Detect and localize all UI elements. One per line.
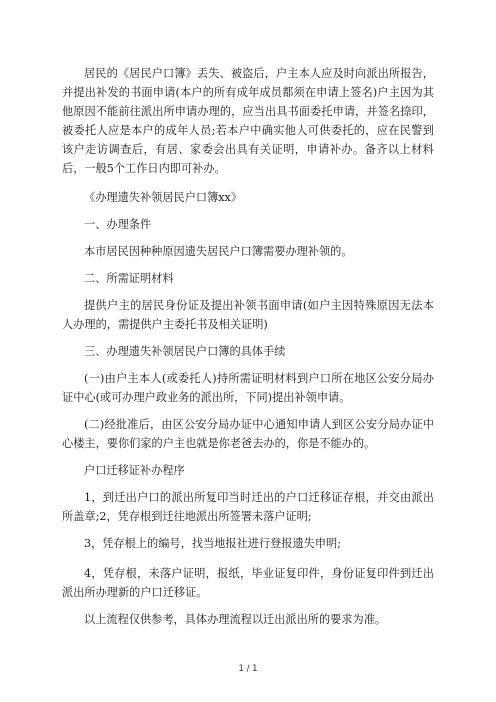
section-heading-procedure: 三、办理遗失补领居民户口簿的具体手续 <box>84 345 286 358</box>
migration-step-3: 3，凭存根上的编号，找当地报社进行登报遗失申明; <box>84 537 342 550</box>
section-heading-conditions: 一、办理条件 <box>84 218 152 231</box>
procedure-step-1: (一)由户主本人(或委托人)持所需证明材料到户口所在地区公安分局办证中心(或可办理户政业务的派出所，下同)提出补领申请。 <box>62 372 434 404</box>
intro-paragraph: 居民的《居民户口簿》丢失、被盗后，户主本人应及时向派出所报告，并提出补发的书面申请(本户的所有成年成员都须在申请上签名)户主因为其他原因不能前往派出所申请办理的，应当出具书面委托申请，并签名捺印，被委托人应是本户的成年人员;若本户中确实他人可供委托的，应在民警到该户走访调查后，有居、家委会出具有关证明，申请补办。备齐以上材料后，一般5个工作日内即可补办。 <box>62 67 434 175</box>
procedure-step-2: (二)经批准后，由区公安分局办证中心通知申请人到区公安分局办证中心楼主，要你们家的户主也就是你老爸去办的，你是不能办的。 <box>62 418 434 450</box>
section-heading-materials: 二、所需证明材料 <box>84 272 174 285</box>
migration-step-4: 4，凭存根，未落户证明，报纸，毕业证复印件，身份证复印件到迁出派出所办理新的户口迁移证。 <box>62 567 434 599</box>
document-title: 《办理遗失补领居民户口簿xx》 <box>84 191 243 204</box>
materials-text: 提供户主的居民身份证及提出补领书面申请(如户主因特殊原因无法本人办理的，需提供户主委托书及相关证明) <box>62 299 434 331</box>
conditions-text: 本市居民因种种原因遗失居民户口簿需要办理补领的。 <box>84 245 353 258</box>
migration-step-1-2: 1，到迁出户口的派出所复印当时迁出的户口迁移证存根，并交由派出所盖章;2，凭存根到迁往地派出所签署未落户证明; <box>62 491 434 523</box>
section-heading-migration: 户口迁移证补办程序 <box>84 464 185 477</box>
closing-note: 以上流程仅供参考，具体办理流程以迁出派出所的要求为准。 <box>84 613 387 626</box>
page-indicator: 1 / 1 <box>238 664 258 674</box>
document-body <box>62 64 434 637</box>
